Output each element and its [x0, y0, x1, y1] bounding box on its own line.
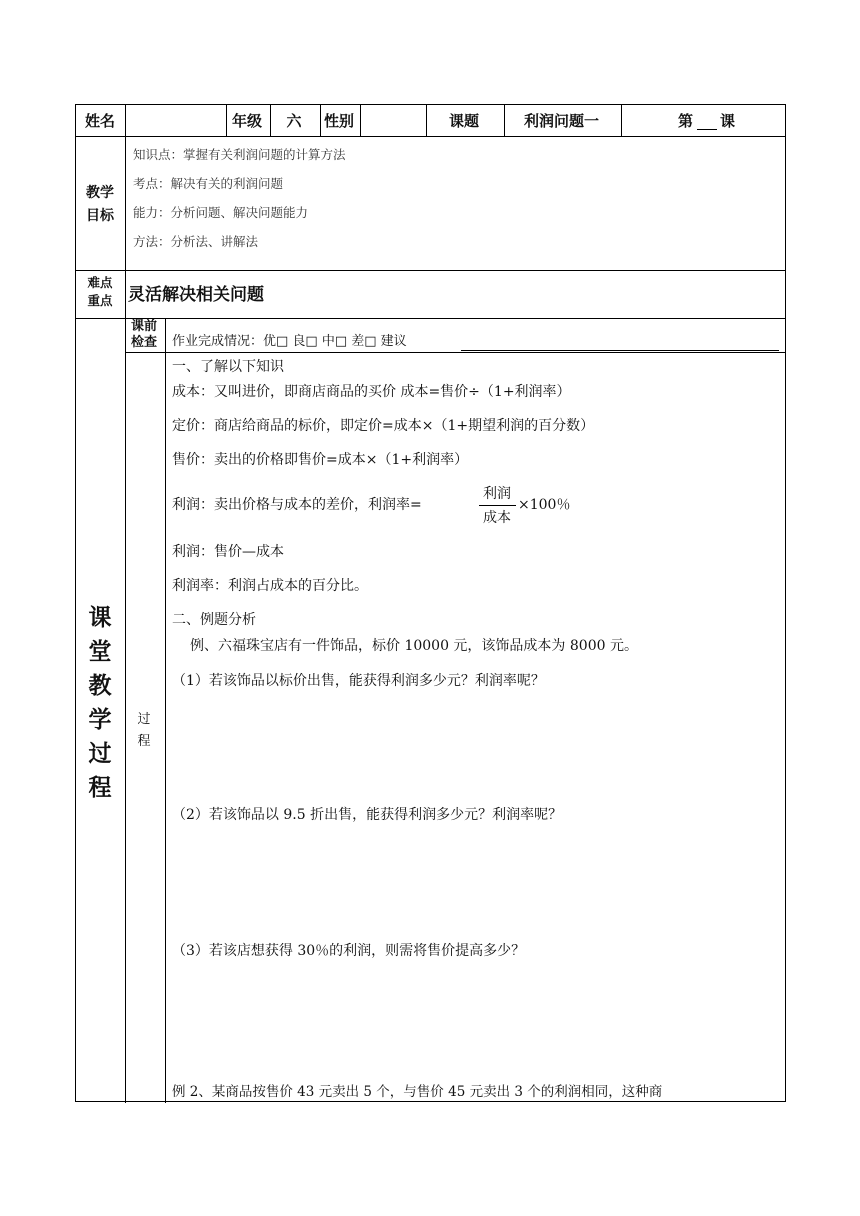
process-section-label-char: 堂: [88, 639, 112, 665]
precheck-text: 作业完成情况：优□ 良□ 中□ 差□ 建议: [172, 334, 407, 349]
content-line: （3）若该店想获得 30％的利润，则需将售价提高多少？: [172, 943, 526, 959]
objective-item: 知识点：掌握有关利润问题的计算方法: [133, 147, 346, 162]
keypoints-label-2: 重点: [87, 293, 113, 308]
content-line: 例 2、某商品按售价 43 元卖出 5 个，与售价 45 元卖出 3 个的利润相同，这种商: [172, 1084, 663, 1100]
topic-value: 利润问题一: [523, 112, 599, 130]
objectives-label-1: 教学: [86, 185, 114, 201]
content-line: 例、六福珠宝店有一件饰品，标价 10000 元，该饰品成本为 8000 元。: [190, 638, 638, 654]
content-line: ×100％: [518, 497, 571, 513]
suggestion-blank: [461, 335, 779, 351]
fraction-bar: [479, 505, 516, 506]
fraction-denominator: 成本: [483, 510, 511, 526]
objective-item: 能力：分析问题、解决问题能力: [133, 205, 309, 220]
process-label-2: 程: [137, 734, 151, 749]
precheck-label-2: 检查: [130, 335, 157, 350]
grade-label: 年级: [231, 112, 262, 130]
content-line: 利润：卖出价格与成本的差价，利润率=: [172, 497, 422, 513]
keypoints-label-1: 难点: [87, 275, 113, 290]
row-divider: [76, 318, 785, 319]
fraction-numerator: 利润: [483, 486, 511, 502]
col-divider: [125, 136, 126, 1103]
col-divider: [621, 105, 622, 136]
name-label: 姓名: [84, 112, 115, 130]
content-line: （1）若该饰品以标价出售，能获得利润多少元？利润率呢？: [172, 673, 545, 689]
col-divider: [125, 105, 126, 136]
process-section-label-char: 教: [88, 673, 112, 699]
precheck-label-1: 课前: [130, 319, 157, 334]
content-line: 利润率：利润占成本的百分比。: [172, 578, 368, 594]
row-divider: [125, 352, 785, 353]
row-divider: [76, 136, 785, 137]
col-divider: [360, 105, 361, 136]
row-divider: [76, 270, 785, 271]
lesson-prefix: 第: [678, 112, 694, 130]
lesson-number-blank: [697, 114, 717, 130]
objectives-label-2: 目标: [86, 208, 114, 224]
process-section-label-char: 课: [88, 605, 112, 631]
keypoints-content: 灵活解决相关问题: [128, 285, 264, 305]
grade-value: 六: [286, 112, 302, 130]
content-line: 定价：商店给商品的标价，即定价=成本×（1+期望利润的百分数）: [172, 418, 595, 434]
process-section-label-char: 程: [88, 775, 112, 801]
objective-item: 方法：分析法、讲解法: [133, 234, 259, 249]
content-line: 售价：卖出的价格即售价=成本×（1+利润率）: [172, 452, 469, 468]
content-line: （2）若该饰品以 9.5 折出售，能获得利润多少元？利润率呢？: [172, 807, 563, 823]
content-line: 利润：售价—成本: [172, 544, 284, 560]
process-label-1: 过: [137, 712, 151, 727]
col-divider: [165, 318, 166, 1103]
content-line: 二、例题分析: [172, 612, 256, 628]
gender-label: 性别: [323, 112, 354, 130]
process-section-label-char: 过: [88, 741, 112, 767]
lesson-suffix: 课: [720, 112, 736, 130]
topic-label: 课题: [448, 112, 479, 130]
process-section-label-char: 学: [88, 707, 112, 733]
content-line: 成本：又叫进价，即商店商品的买价 成本=售价÷（1+利润率）: [172, 384, 571, 400]
content-line: 一、了解以下知识: [172, 359, 284, 375]
objective-item: 考点：解决有关的利润问题: [133, 176, 284, 191]
